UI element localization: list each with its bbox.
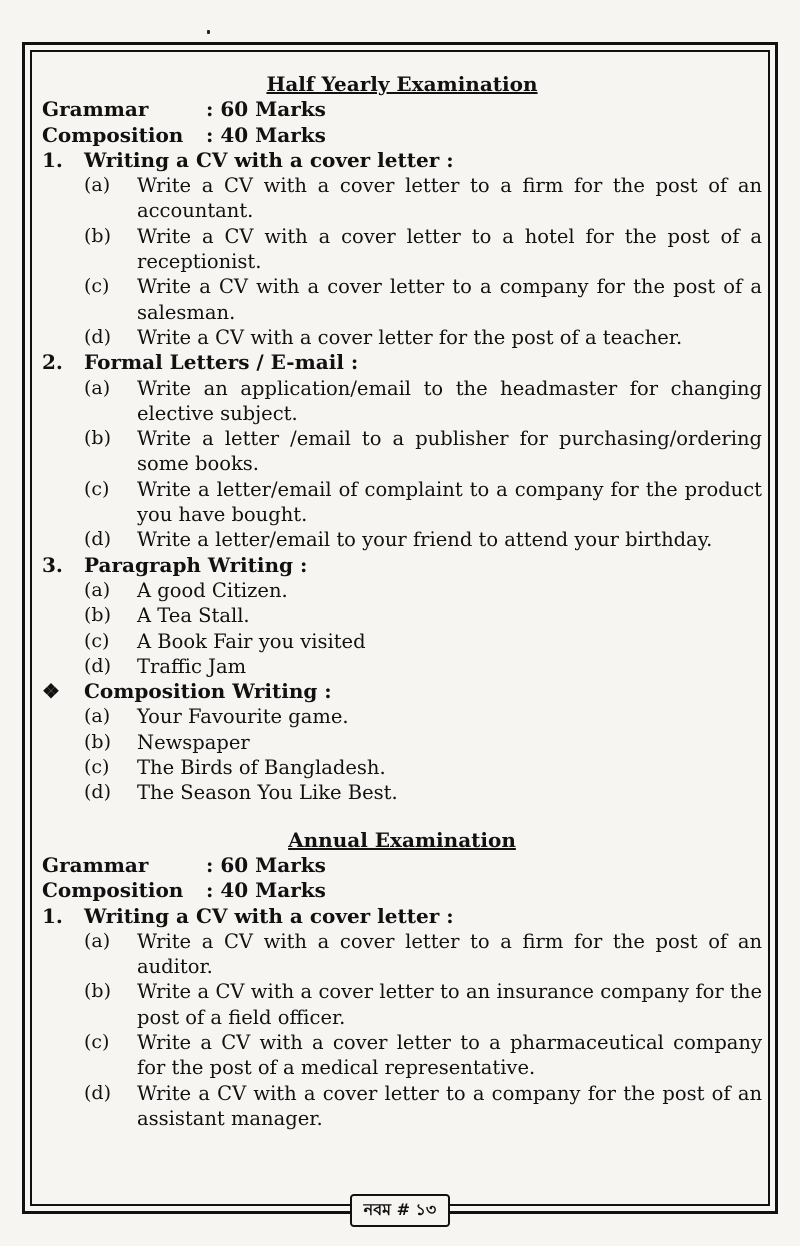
question-label: (b) xyxy=(84,427,111,450)
question-text: Write a letter/email of complaint to a company for the product you have bought. xyxy=(137,477,762,527)
question-text: Write a CV with a cover letter to a company for the post of a salesman. xyxy=(137,275,762,324)
question-item xyxy=(42,224,762,275)
annual-title: Annual Examination xyxy=(288,827,516,852)
question-label: (b) xyxy=(84,980,111,1003)
question-label: (b) xyxy=(84,604,111,627)
question-item xyxy=(42,325,762,350)
marks-value: : 40 Marks xyxy=(206,122,326,147)
section-number: ❖ xyxy=(42,679,60,704)
question-item xyxy=(42,527,762,552)
question-item xyxy=(42,1030,762,1081)
page-number-badge: নবম # ১৩ xyxy=(350,1194,451,1227)
question-text: Write a CV with a cover letter to a pharmaceutical company for the post of a medical representative. xyxy=(137,1030,762,1080)
question-label: (b) xyxy=(84,224,111,247)
section-title: Paragraph Writing : xyxy=(84,552,308,577)
syllabus-content xyxy=(42,72,762,1131)
question-text: Write a CV with a cover letter to a firm for the post of an auditor. xyxy=(137,929,762,979)
section-number: 2. xyxy=(42,350,63,375)
question-text: Traffic Jam xyxy=(137,654,247,678)
half-yearly-title: Half Yearly Examination xyxy=(266,72,538,96)
half-yearly-block xyxy=(42,72,762,806)
marks-value: : 60 Marks xyxy=(206,97,326,122)
question-label: (c) xyxy=(84,756,110,779)
marks-value: : 40 Marks xyxy=(206,878,326,903)
question-text: Write a letter /email to a publisher for purchasing/ordering some books. xyxy=(137,427,762,476)
question-text: A Tea Stall. xyxy=(137,604,250,628)
question-item xyxy=(42,755,762,780)
section-heading xyxy=(42,904,762,929)
marks-row xyxy=(42,123,762,148)
question-label: (a) xyxy=(84,929,111,952)
marks-row xyxy=(42,97,762,122)
question-item xyxy=(42,376,762,427)
marks-value: : 60 Marks xyxy=(206,852,326,877)
marks-label: Composition xyxy=(42,878,184,903)
section-title: Composition Writing : xyxy=(84,679,332,704)
question-text: A good Citizen. xyxy=(137,578,288,602)
question-item xyxy=(42,1081,762,1132)
section-title: Writing a CV with a cover letter : xyxy=(84,903,454,928)
question-label: (d) xyxy=(84,654,111,677)
question-item xyxy=(42,979,762,1030)
marks-row xyxy=(42,853,762,878)
annual-marks xyxy=(42,853,762,904)
question-item xyxy=(42,578,762,603)
annual-block xyxy=(42,828,762,1132)
question-label: (c) xyxy=(84,275,110,298)
half-yearly-sections xyxy=(42,148,762,806)
question-text: Your Favourite game. xyxy=(137,705,349,729)
section-heading xyxy=(42,553,762,578)
question-label: (b) xyxy=(84,730,111,753)
annual-sections xyxy=(42,904,762,1132)
section-heading xyxy=(42,148,762,173)
ink-speck xyxy=(207,30,210,34)
page-footer xyxy=(0,1194,800,1227)
question-item xyxy=(42,730,762,755)
marks-label: Grammar xyxy=(42,852,149,877)
question-label: (a) xyxy=(84,578,111,601)
section-heading xyxy=(42,350,762,375)
question-text: Write an application/email to the headmaster for changing elective subject. xyxy=(137,376,762,425)
question-item xyxy=(42,426,762,477)
question-text: Write a CV with a cover letter to a hotel for the post of a receptionist. xyxy=(137,224,762,274)
section-heading xyxy=(42,679,762,704)
question-item xyxy=(42,780,762,805)
question-text: Write a CV with a cover letter for the post of a teacher. xyxy=(137,325,683,349)
section-number: 3. xyxy=(42,552,63,577)
question-label: (c) xyxy=(84,1030,110,1053)
question-text: The Season You Like Best. xyxy=(137,781,398,805)
question-label: (d) xyxy=(84,528,111,551)
question-label: (c) xyxy=(84,477,110,500)
question-label: (a) xyxy=(84,174,111,197)
question-text: Newspaper xyxy=(137,730,250,754)
question-label: (d) xyxy=(84,325,111,348)
question-item xyxy=(42,173,762,224)
question-item xyxy=(42,603,762,628)
question-text: The Birds of Bangladesh. xyxy=(137,756,386,780)
question-text: Write a CV with a cover letter to a company for the post of an assistant manager. xyxy=(137,1081,762,1130)
question-label: (a) xyxy=(84,705,111,728)
half-yearly-marks xyxy=(42,97,762,148)
section-number: 1. xyxy=(42,147,63,172)
question-item xyxy=(42,629,762,654)
question-text: Write a CV with a cover letter to a firm for the post of an accountant. xyxy=(137,174,762,223)
question-label: (d) xyxy=(84,1081,111,1104)
question-text: A Book Fair you visited xyxy=(137,629,366,653)
question-text: Write a CV with a cover letter to an insurance company for the post of a field officer. xyxy=(137,980,762,1029)
section-title: Writing a CV with a cover letter : xyxy=(84,147,454,172)
question-label: (d) xyxy=(84,781,111,804)
question-item xyxy=(42,704,762,729)
question-item xyxy=(42,929,762,980)
question-label: (a) xyxy=(84,376,111,399)
question-item xyxy=(42,274,762,325)
marks-label: Composition xyxy=(42,122,184,147)
section-number: 1. xyxy=(42,903,63,928)
question-text: Write a letter/email to your friend to attend your birthday. xyxy=(137,528,713,552)
question-item xyxy=(42,477,762,528)
section-title: Formal Letters / E-mail : xyxy=(84,350,359,375)
question-label: (c) xyxy=(84,629,110,652)
marks-label: Grammar xyxy=(42,97,149,122)
marks-row xyxy=(42,878,762,903)
question-item xyxy=(42,654,762,679)
